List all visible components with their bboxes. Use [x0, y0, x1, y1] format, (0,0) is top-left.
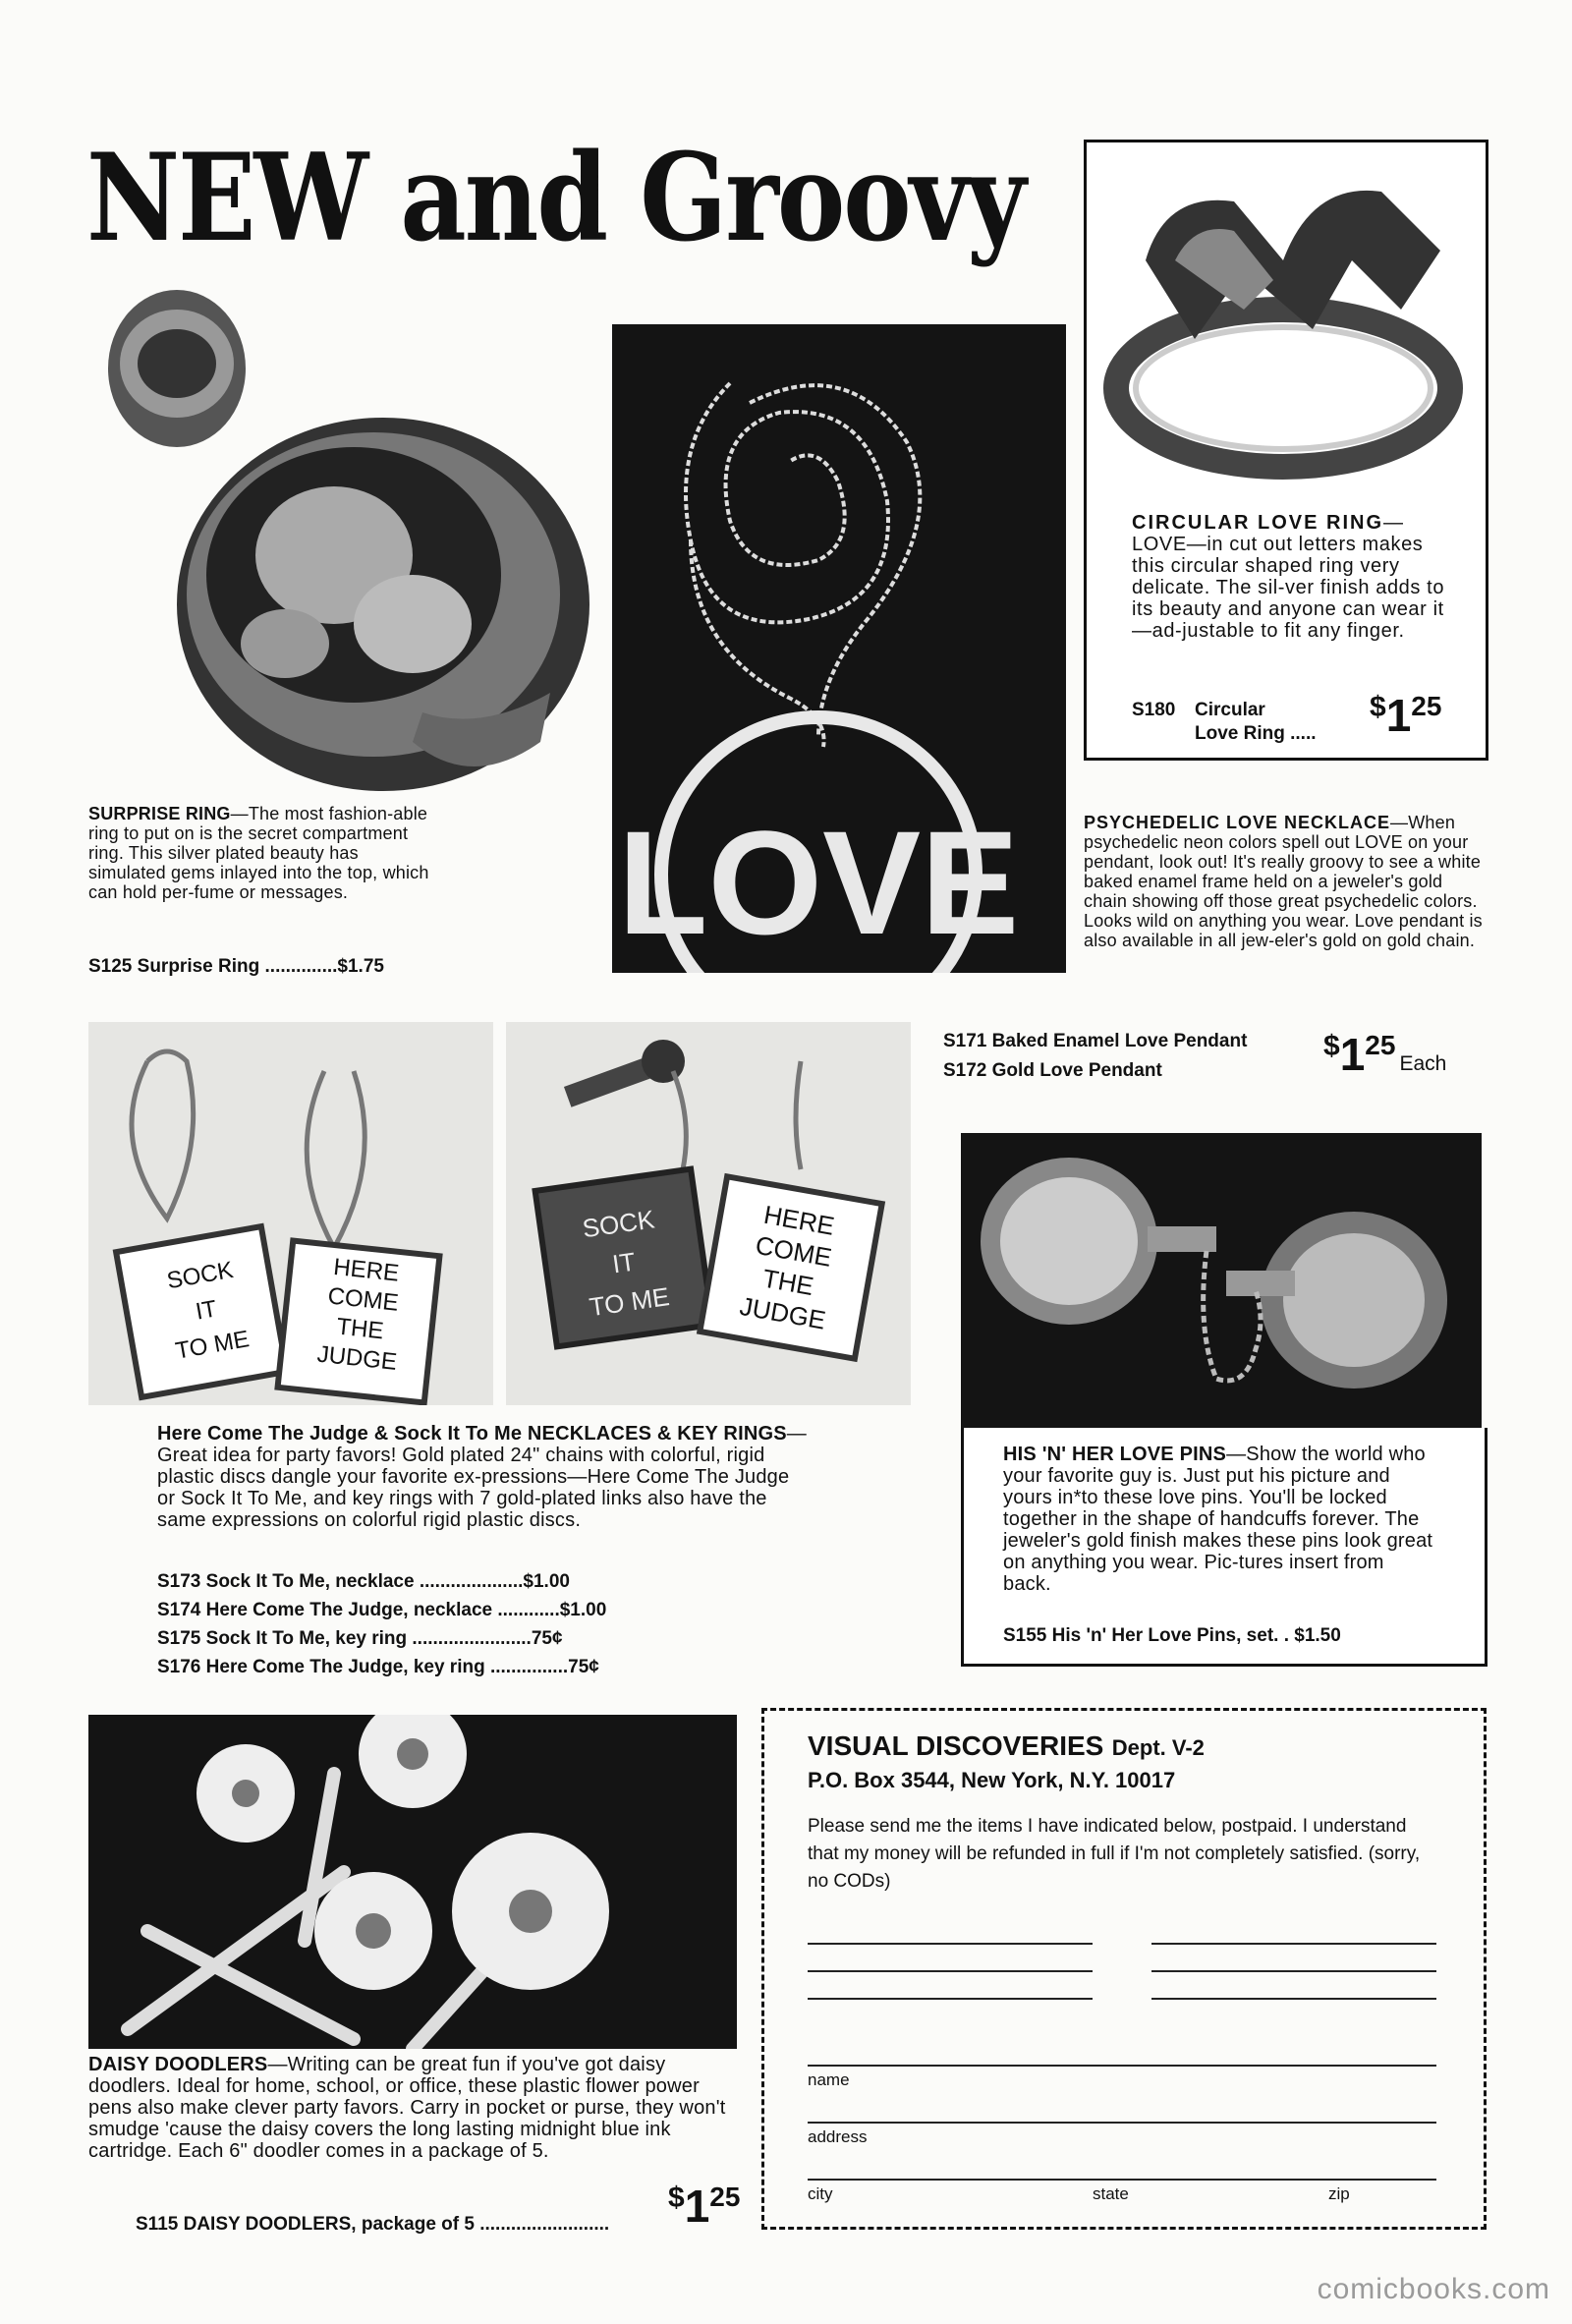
daisy-price-cents: 25 [709, 2182, 741, 2212]
sock-tag-2-line-3: TO ME [587, 1281, 672, 1323]
judge-line-1: S173 Sock It To Me, necklace ....................$1.00 [157, 1571, 570, 1592]
surprise-ring-text: —The most fashion-able ring to put on is the secret compartment ring. This silver plated beauty has simulated gems inlayed into the top, which can hold per-fume or messages. [88, 804, 429, 902]
love-necklace-photo [612, 324, 1066, 973]
judge-tag-1-line-4: JUDGE [315, 1340, 399, 1376]
item-line-right-2[interactable] [1151, 1970, 1436, 1972]
sock-tag-2-line-2: IT [610, 1246, 638, 1279]
love-necklace-line-1: S171 Baked Enamel Love Pendant [943, 1031, 1248, 1051]
love-necklace-description [1084, 813, 1483, 950]
judge-necklaces-photo [88, 1022, 493, 1405]
circular-love-ring-panel [1084, 140, 1488, 761]
love-pins-description [1003, 1444, 1435, 1595]
surprise-ring-heading: SURPRISE RING [88, 804, 231, 823]
sock-tag-1-line-3: TO ME [173, 1326, 252, 1365]
sock-tag-1 [140, 1248, 274, 1373]
judge-line-3: S175 Sock It To Me, key ring .......................75¢ [157, 1628, 563, 1649]
surprise-ring-order-line: S125 Surprise Ring ..............$1.75 [88, 956, 384, 977]
address-field[interactable] [808, 2122, 1436, 2124]
page-title: NEW and Groovy [86, 126, 1025, 269]
judge-tag-1-line-2: COME [326, 1282, 400, 1317]
love-pins-order-line: S155 His 'n' Her Love Pins, set. . $1.50 [1003, 1625, 1341, 1646]
daisy-order-line: S115 DAISY DOODLERS, package of 5 ......................... [136, 2214, 610, 2235]
judge-heading: Here Come The Judge & Sock It To Me NECKLACES & KEY RINGS [157, 1423, 787, 1445]
circular-love-ring-description [1132, 512, 1446, 642]
judge-tag-1-line-3: THE [335, 1313, 385, 1345]
order-address: P.O. Box 3544, New York, N.Y. 10017 [808, 1768, 1176, 1792]
circular-love-ring-heading: CIRCULAR LOVE RING [1132, 512, 1383, 534]
name-field[interactable] [808, 2065, 1436, 2067]
love-necklace-heading: PSYCHEDELIC LOVE NECKLACE [1084, 813, 1391, 832]
judge-keyrings-photo [506, 1022, 911, 1405]
daisy-price-dollars: 1 [684, 2181, 710, 2232]
daisy-price-currency: $ [668, 2182, 685, 2214]
circular-love-ring-code: S180 [1132, 700, 1176, 720]
daisy-description [88, 2054, 742, 2162]
circular-love-ring-price-cents: 25 [1411, 691, 1442, 721]
order-form [761, 1708, 1487, 2230]
love-necklace-price-cents: 25 [1365, 1030, 1396, 1060]
circular-love-ring-price-currency: $ [1370, 691, 1386, 723]
circular-love-ring-text: —LOVE—in cut out letters makes this circular shaped ring very delicate. The sil-ver finish adds to its beauty and anyone can wear it—ad-justable to fit any finger. [1132, 512, 1445, 642]
judge-description [157, 1423, 811, 1531]
love-necklace-price-each: Each [1399, 1052, 1447, 1075]
item-line-left-2[interactable] [808, 1970, 1093, 1972]
watermark: comicbooks.com [1317, 2273, 1550, 2305]
love-pins-text: —Show the world who your favorite guy is. Just put his picture and yours in*to these love pins. You'll be locked together in the shape of handcuffs forever. The jeweler's gold finish makes these pins look great on anything you wear. Pic-tures insert from back. [1003, 1444, 1433, 1595]
judge-tag-2 [722, 1195, 860, 1339]
order-dept: Dept. V-2 [1111, 1735, 1205, 1760]
daisy-doodlers-photo [88, 1715, 737, 2049]
judge-line-4: S176 Here Come The Judge, key ring ...............75¢ [157, 1657, 599, 1677]
love-pendant-letters: LOVE [617, 800, 1020, 965]
love-pins-photo [961, 1133, 1482, 1428]
order-form-header [808, 1730, 1205, 1762]
love-pins-heading: HIS 'N' HER LOVE PINS [1003, 1444, 1227, 1465]
judge-tag-2-line-1: HERE [761, 1199, 837, 1241]
love-necklace-price-dollars: 1 [1339, 1029, 1366, 1080]
surprise-ring-photo [88, 280, 599, 791]
circular-love-ring-name-1: Circular [1195, 700, 1265, 720]
judge-tag-1-line-1: HERE [332, 1253, 401, 1287]
love-pins-panel [961, 1428, 1488, 1667]
love-necklace-text: —When psychedelic neon colors spell out LOVE on your pendant, look out! It's really groovy to see a white baked enamel frame held on a jeweler's gold chain showing off those great psychedelic colors. Looks wild on anything you wear. Love pendant is also available in all jew-eler's gold on gold chain. [1084, 813, 1483, 950]
item-line-right-3[interactable] [1151, 1998, 1436, 2000]
circular-love-ring-price-dollars: 1 [1385, 690, 1412, 741]
judge-tag-1 [297, 1250, 426, 1380]
daisy-text: —Writing can be great fun if you've got daisy doodlers. Ideal for home, school, or office, these plastic flower power pens also make clever party favors. Carry in pocket or purse, they won't smudge 'cause the daisy covers the long lasting midnight blue ink cartridge. Each 6" doodler comes in a package of 5. [88, 2054, 726, 2162]
item-line-right-1[interactable] [1151, 1943, 1436, 1945]
judge-tag-2-line-4: JUDGE [737, 1290, 828, 1335]
circular-love-ring-photo [1087, 142, 1486, 506]
sock-tag-1-line-1: SOCK [164, 1256, 236, 1295]
city-state-zip-field[interactable] [808, 2179, 1436, 2181]
love-necklace-line-2: S172 Gold Love Pendant [943, 1060, 1162, 1081]
surprise-ring-description [88, 804, 437, 902]
sock-tag-2 [557, 1196, 691, 1330]
love-necklace-price [1323, 1029, 1447, 1080]
daisy-heading: DAISY DOODLERS [88, 2054, 268, 2075]
name-label: name [808, 2070, 850, 2089]
judge-tag-2-line-2: COME [753, 1229, 834, 1273]
state-label: state [1093, 2184, 1129, 2203]
love-necklace-price-currency: $ [1323, 1030, 1340, 1062]
zip-label: zip [1328, 2184, 1350, 2203]
item-line-left-1[interactable] [808, 1943, 1093, 1945]
sock-tag-2-line-1: SOCK [580, 1204, 657, 1244]
order-company: VISUAL DISCOVERIES [808, 1730, 1104, 1761]
circular-love-ring-order [1132, 690, 1456, 752]
judge-line-2: S174 Here Come The Judge, necklace ............$1.00 [157, 1600, 607, 1620]
order-instructions: Please send me the items I have indicated below, postpaid. I understand that my money will be refunded in full if I'm not completely satisfied. (sorry, no CODs) [808, 1816, 1421, 1892]
daisy-price [668, 2181, 741, 2232]
sock-tag-1-line-2: IT [194, 1295, 219, 1326]
item-line-left-3[interactable] [808, 1998, 1093, 2000]
judge-tag-2-line-3: THE [760, 1263, 816, 1302]
address-label: address [808, 2127, 868, 2146]
judge-text: —Great idea for party favors! Gold plated 24" chains with colorful, rigid plastic discs dangle your favorite ex-pressions—Here Come The Judge or Sock It To Me, and key rings with 7 gold-plated links also have the same expressions on colorful rigid plastic discs. [157, 1423, 807, 1531]
circular-love-ring-name-2: Love Ring ..... [1195, 723, 1317, 744]
city-label: city [808, 2184, 833, 2203]
circular-love-ring-price [1370, 690, 1442, 741]
